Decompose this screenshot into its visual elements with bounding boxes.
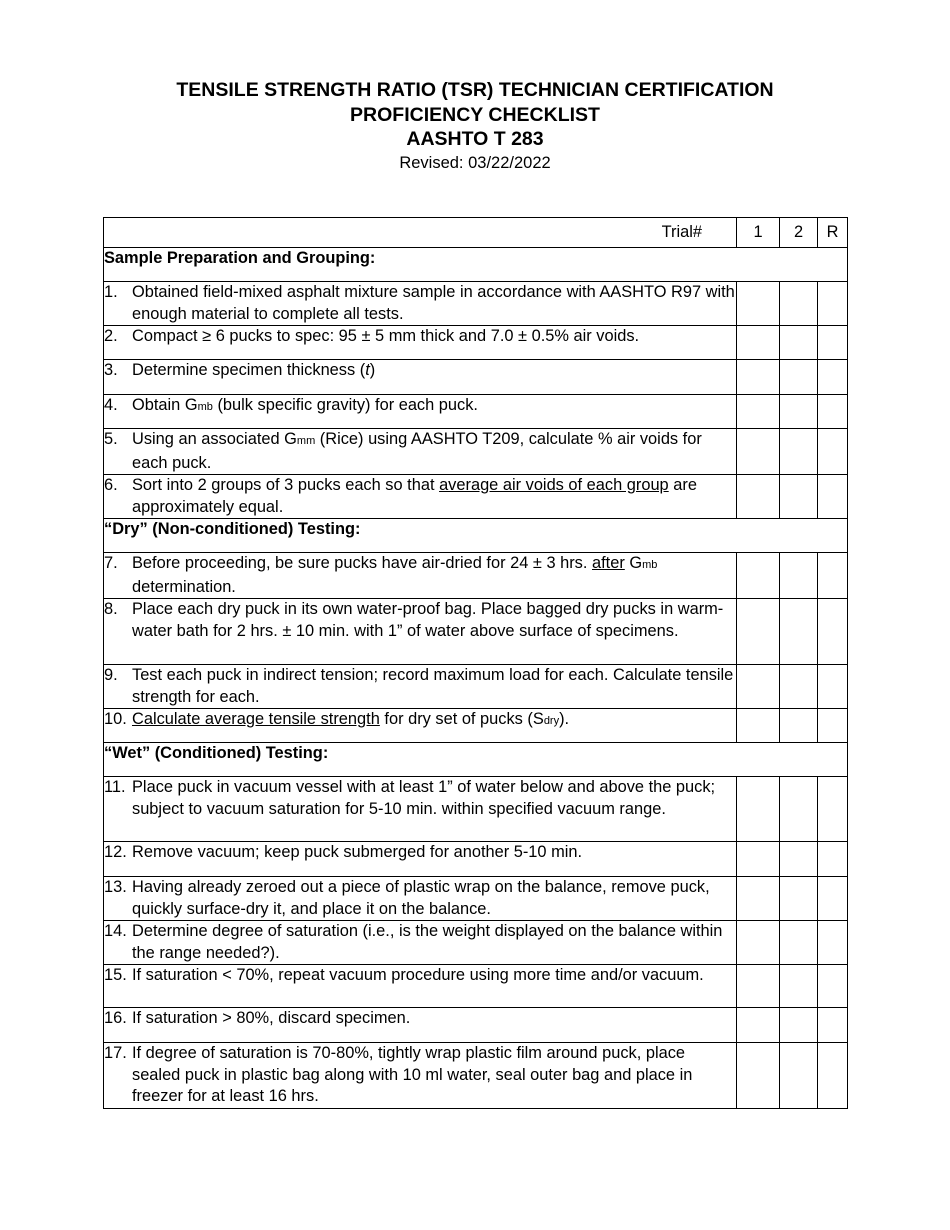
item-text: Obtained field-mixed asphalt mixture sample in accordance with AASHTO R97 with enough material to complete all tests. <box>132 283 735 323</box>
table-row <box>104 326 848 360</box>
trial-r-checkbox[interactable] <box>818 1043 848 1109</box>
trial-r-checkbox[interactable] <box>818 709 848 743</box>
table-row <box>104 1043 848 1109</box>
trial-r-checkbox[interactable] <box>818 553 848 599</box>
trial-1-checkbox[interactable] <box>737 553 780 599</box>
trial-1-checkbox[interactable] <box>737 709 780 743</box>
trial-1-checkbox[interactable] <box>737 842 780 877</box>
item-text: Determine degree of saturation (i.e., is the weight displayed on the balance within the range needed?). <box>132 922 723 962</box>
item-text: Sort into 2 groups of 3 pucks each so that average air voids of each group are approximately equal. <box>132 476 697 516</box>
item-text: Place puck in vacuum vessel with at least 1” of water below and above the puck; subject to vacuum saturation for 5-10 min. within specified vacuum range. <box>132 778 716 818</box>
trial-2-checkbox[interactable] <box>780 553 818 599</box>
item-number: 4. <box>104 396 118 414</box>
item-number: 8. <box>104 600 118 618</box>
item-text: If saturation > 80%, discard specimen. <box>132 1009 411 1027</box>
section-title: Sample Preparation and Grouping: <box>104 248 848 282</box>
trial-2-checkbox[interactable] <box>780 965 818 1008</box>
table-row <box>104 429 848 475</box>
trial-r-checkbox[interactable] <box>818 326 848 360</box>
trial-1-checkbox[interactable] <box>737 395 780 429</box>
trial-r-checkbox[interactable] <box>818 842 848 877</box>
trial-2-checkbox[interactable] <box>780 429 818 475</box>
trial-2-checkbox[interactable] <box>780 326 818 360</box>
item-number: 11. <box>104 778 126 796</box>
trial-1-checkbox[interactable] <box>737 665 780 709</box>
trial-r-checkbox[interactable] <box>818 921 848 965</box>
item-text: Calculate average tensile strength for dry set of pucks (Sdry). <box>132 710 570 728</box>
item-number: 15. <box>104 966 127 984</box>
item-text: Having already zeroed out a piece of plastic wrap on the balance, remove puck, quickly surface-dry it, and place it on the balance. <box>132 878 710 918</box>
trial-2-checkbox[interactable] <box>780 842 818 877</box>
table-row <box>104 395 848 429</box>
trial-column-1: 1 <box>737 218 780 248</box>
table-row <box>104 665 848 709</box>
trial-column-r: R <box>818 218 848 248</box>
item-number: 10. <box>104 710 127 728</box>
section-title: “Dry” (Non-conditioned) Testing: <box>104 519 848 553</box>
trial-2-checkbox[interactable] <box>780 395 818 429</box>
trial-r-checkbox[interactable] <box>818 665 848 709</box>
table-row <box>104 842 848 877</box>
item-number: 16. <box>104 1009 127 1027</box>
trial-2-checkbox[interactable] <box>780 1043 818 1109</box>
document-title-line-1: TENSILE STRENGTH RATIO (TSR) TECHNICIAN CERTIFICATION <box>176 79 774 101</box>
trial-2-checkbox[interactable] <box>780 921 818 965</box>
trial-1-checkbox[interactable] <box>737 1008 780 1043</box>
item-number: 9. <box>104 666 118 684</box>
table-row <box>104 965 848 1008</box>
trial-1-checkbox[interactable] <box>737 599 780 665</box>
trial-label: Trial# <box>104 218 737 248</box>
trial-header-row <box>104 218 848 248</box>
document-title-line-2: PROFICIENCY CHECKLIST <box>350 103 600 126</box>
proficiency-checklist-table <box>103 217 848 1109</box>
item-text: Test each puck in indirect tension; record maximum load for each. Calculate tensile strength for each. <box>132 666 734 706</box>
table-row <box>104 282 848 326</box>
item-number: 5. <box>104 430 118 448</box>
document-title-line-3: AASHTO T 283 <box>406 128 544 150</box>
table-row <box>104 777 848 842</box>
item-number: 1. <box>104 283 118 301</box>
trial-r-checkbox[interactable] <box>818 395 848 429</box>
trial-2-checkbox[interactable] <box>780 282 818 326</box>
item-number: 3. <box>104 361 118 379</box>
trial-1-checkbox[interactable] <box>737 429 780 475</box>
table-row <box>104 475 848 519</box>
item-text: Remove vacuum; keep puck submerged for another 5-10 min. <box>132 843 583 861</box>
item-number: 17. <box>104 1044 127 1062</box>
item-number: 2. <box>104 327 118 345</box>
item-text: Place each dry puck in its own water-proof bag. Place bagged dry pucks in warm-water bath for 2 hrs. ± 10 min. with 1” of water above surface of specimens. <box>132 600 724 640</box>
item-text: Compact ≥ 6 pucks to spec: 95 ± 5 mm thick and 7.0 ± 0.5% air voids. <box>132 327 640 345</box>
trial-r-checkbox[interactable] <box>818 1008 848 1043</box>
item-text: Using an associated Gmm (Rice) using AASHTO T209, calculate % air voids for each puck. <box>132 430 702 472</box>
item-number: 14. <box>104 922 127 940</box>
trial-1-checkbox[interactable] <box>737 777 780 842</box>
item-number: 12. <box>104 843 127 861</box>
table-row <box>104 877 848 921</box>
trial-2-checkbox[interactable] <box>780 599 818 665</box>
section-row <box>104 743 848 777</box>
document-header <box>0 78 950 174</box>
trial-1-checkbox[interactable] <box>737 282 780 326</box>
table-row <box>104 599 848 665</box>
trial-1-checkbox[interactable] <box>737 360 780 395</box>
trial-r-checkbox[interactable] <box>818 475 848 519</box>
trial-r-checkbox[interactable] <box>818 282 848 326</box>
item-text: If saturation < 70%, repeat vacuum procedure using more time and/or vacuum. <box>132 966 704 984</box>
item-number: 6. <box>104 476 118 494</box>
table-row <box>104 553 848 599</box>
trial-2-checkbox[interactable] <box>780 777 818 842</box>
item-number: 13. <box>104 878 127 896</box>
section-title: “Wet” (Conditioned) Testing: <box>104 743 848 777</box>
item-number: 7. <box>104 554 118 572</box>
trial-column-2: 2 <box>780 218 818 248</box>
trial-r-checkbox[interactable] <box>818 360 848 395</box>
section-row <box>104 248 848 282</box>
item-text: If degree of saturation is 70-80%, tightly wrap plastic film around puck, place sealed puck in plastic bag along with 10 ml water, seal outer bag and place in freezer for at least 16 hrs. <box>132 1044 693 1105</box>
table-row <box>104 921 848 965</box>
item-text: Determine specimen thickness (t) <box>132 361 376 379</box>
trial-1-checkbox[interactable] <box>737 921 780 965</box>
item-text: Obtain Gmb (bulk specific gravity) for each puck. <box>132 396 478 414</box>
table-row <box>104 1008 848 1043</box>
revision-date: Revised: 03/22/2022 <box>399 153 551 172</box>
trial-1-checkbox[interactable] <box>737 326 780 360</box>
trial-1-checkbox[interactable] <box>737 475 780 519</box>
trial-1-checkbox[interactable] <box>737 1043 780 1109</box>
item-text: Before proceeding, be sure pucks have air-dried for 24 ± 3 hrs. after Gmb determination. <box>132 554 658 596</box>
trial-2-checkbox[interactable] <box>780 475 818 519</box>
trial-r-checkbox[interactable] <box>818 777 848 842</box>
trial-1-checkbox[interactable] <box>737 877 780 921</box>
trial-2-checkbox[interactable] <box>780 360 818 395</box>
trial-2-checkbox[interactable] <box>780 665 818 709</box>
section-row <box>104 519 848 553</box>
table-row <box>104 360 848 395</box>
trial-r-checkbox[interactable] <box>818 877 848 921</box>
trial-2-checkbox[interactable] <box>780 877 818 921</box>
trial-r-checkbox[interactable] <box>818 599 848 665</box>
trial-r-checkbox[interactable] <box>818 429 848 475</box>
trial-2-checkbox[interactable] <box>780 1008 818 1043</box>
trial-r-checkbox[interactable] <box>818 965 848 1008</box>
trial-2-checkbox[interactable] <box>780 709 818 743</box>
table-row <box>104 709 848 743</box>
trial-1-checkbox[interactable] <box>737 965 780 1008</box>
